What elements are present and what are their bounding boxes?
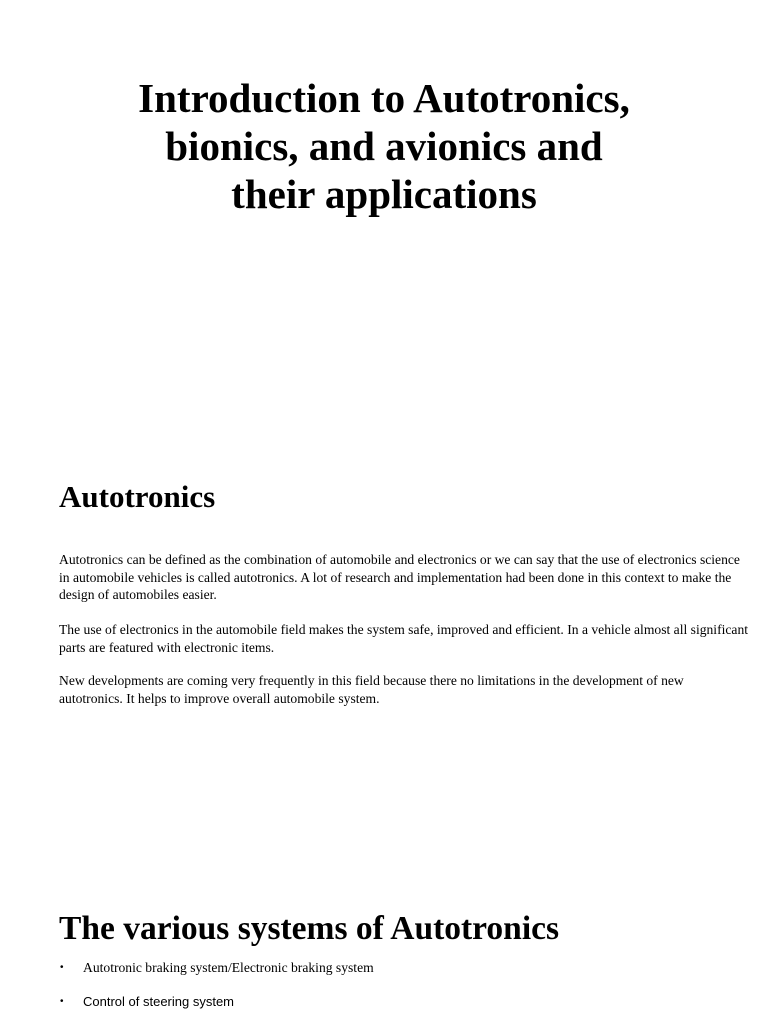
systems-bullet-list	[59, 958, 739, 1026]
bullet-icon: •	[60, 962, 64, 973]
title-line-3: their applications	[231, 171, 537, 217]
title-line-2: bionics, and avionics and	[165, 123, 603, 169]
list-item-text: Control of steering system	[83, 994, 235, 1009]
list-item	[59, 992, 739, 1026]
section-heading-systems: The various systems of Autotronics	[59, 910, 560, 947]
paragraph-benefits: The use of electronics in the automobile field makes the system safe, improved and efficient. In a vehicle almost all significant parts are featured with electronic items.	[59, 622, 749, 655]
list-item	[59, 958, 739, 992]
paragraph-definition: Autotronics can be defined as the combination of automobile and electronics or we can say that the use of electronics science in automobile vehicles is called autotronics. A lot of research and implementation had been done in this context to make the design of automobiles easier.	[59, 552, 740, 602]
list-item-text: Autotronic braking system/Electronic braking system	[83, 960, 374, 975]
page-title	[60, 74, 708, 218]
title-line-1: Introduction to Autotronics,	[138, 75, 630, 121]
section-heading-autotronics: Autotronics	[59, 479, 216, 514]
paragraph-developments: New developments are coming very frequently in this field because there no limitations in the development of new autotronics. It helps to improve overall automobile system.	[59, 673, 684, 706]
bullet-icon: •	[60, 996, 64, 1007]
